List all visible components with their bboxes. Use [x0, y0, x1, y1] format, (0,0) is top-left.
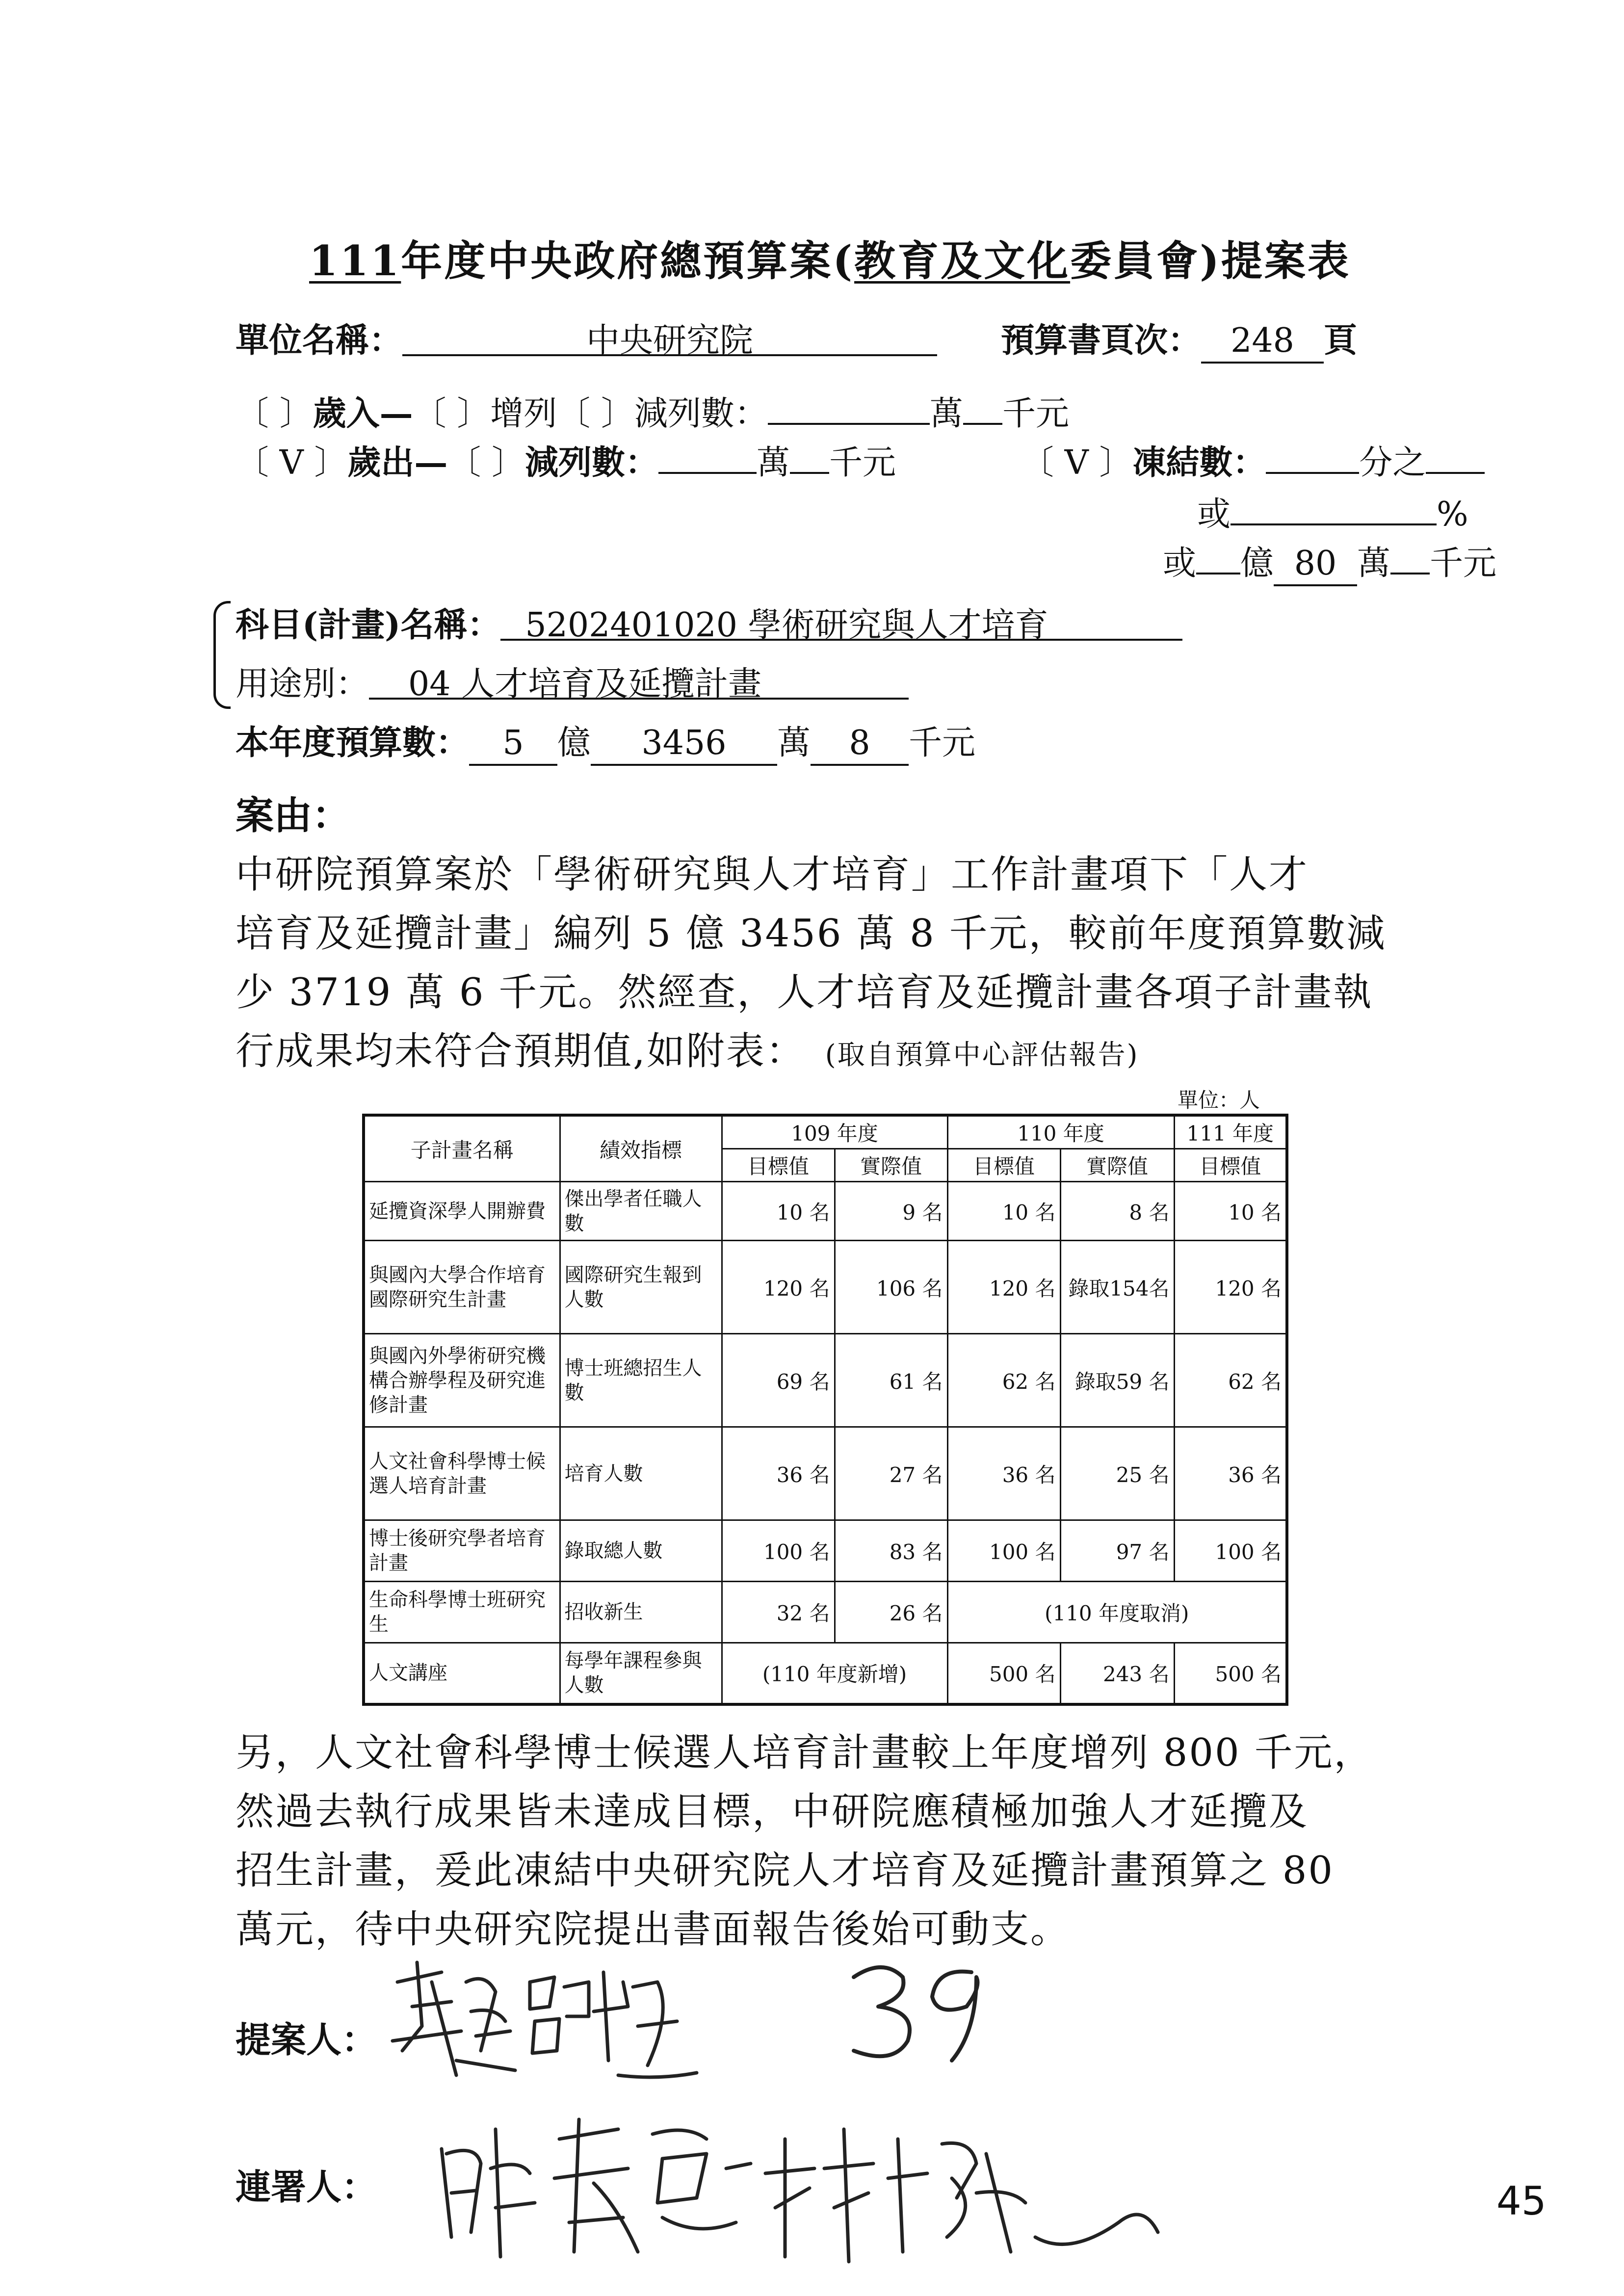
row-name: 與國內大學合作培育國際研究生計畫 [364, 1241, 560, 1334]
or-wan-unit: 萬 [1357, 544, 1391, 583]
th-actual-110: 實際值 [1060, 1149, 1174, 1182]
cell-t111: 500 名 [1174, 1643, 1287, 1704]
cell-t109: 36 名 [722, 1427, 835, 1520]
or-label-2: 或 [1163, 544, 1197, 583]
signature-number [844, 1957, 1001, 2070]
income-b1: 〔 〕 [413, 394, 491, 433]
cell-a110: 97 名 [1060, 1520, 1174, 1582]
usage-label: 用途別： [236, 665, 369, 704]
cell-a109: 61 名 [835, 1334, 947, 1427]
th-y109: 109 年度 [722, 1115, 947, 1149]
expense-t2: 萬 [757, 444, 790, 482]
cell-t109: 120 名 [722, 1241, 835, 1334]
freeze-fraction-label: 分之 [1359, 444, 1426, 482]
table-row [364, 1334, 1287, 1427]
expense-b1: 〔 〕 [447, 444, 525, 482]
budget-wan: 3456 [591, 724, 777, 766]
budget-yi: 5 [469, 724, 557, 766]
table-row [364, 1427, 1287, 1520]
freeze-bracket: 〔 V 〕 [1021, 444, 1133, 482]
cell-a109: 83 名 [835, 1520, 947, 1582]
usage-value: 04 人才培育及延攬計畫 [369, 657, 909, 700]
freeze-label: 凍結數： [1132, 443, 1266, 482]
budget-label: 本年度預算數： [236, 723, 470, 762]
unit-row [236, 314, 937, 362]
page-label: 預算書頁次： [1001, 321, 1202, 360]
cell-cancelled: (110 年度取消) [947, 1582, 1287, 1643]
performance-table [362, 1114, 1288, 1706]
reason-line-2: 培育及延攬計畫」編列 5 億 3456 萬 8 千元，較前年度預算數減 [236, 912, 1387, 956]
reason-line-1: 中研院預算案於「學術研究與人才培育」工作計畫項下「人才 [236, 853, 1309, 897]
expense-t3: 千元 [829, 444, 896, 482]
conclusion-line-3: 招生計畫，爰此凍結中央研究院人才培育及延攬計畫預算之 80 [236, 1849, 1335, 1893]
th-y111: 111 年度 [1174, 1115, 1287, 1149]
budget-qian: 8 [811, 724, 909, 766]
row-name: 人文講座 [364, 1643, 560, 1704]
subject-value: 5202401020 學術研究與人才培育 [500, 599, 1182, 641]
th-name: 子計畫名稱 [364, 1115, 560, 1182]
cell-added: (110 年度新增) [722, 1643, 947, 1704]
cell-a110: 243 名 [1060, 1643, 1174, 1704]
income-t4: 千元 [1002, 394, 1069, 433]
page-number: 45 [1496, 2178, 1546, 2224]
income-b2: 〔 〕 [557, 394, 634, 433]
cell-a110: 25 名 [1060, 1427, 1174, 1520]
title-text-b: 委員會)提案表 [1070, 236, 1351, 285]
page-suffix: 頁 [1324, 321, 1358, 360]
cell-t110: 500 名 [947, 1643, 1060, 1704]
expense-t1: 減列數： [524, 443, 658, 482]
cell-t110: 10 名 [947, 1182, 1060, 1241]
th-target-110: 目標值 [947, 1149, 1060, 1182]
cell-a109: 106 名 [835, 1241, 947, 1334]
reason-line-4 [236, 1020, 1139, 1075]
cell-a110: 錄取154名 [1060, 1241, 1174, 1334]
cosigner-label: 連署人： [236, 2166, 377, 2208]
income-line [236, 383, 1069, 435]
cell-a109: 26 名 [835, 1582, 947, 1643]
reason-heading: 案由： [236, 793, 351, 838]
income-label: 歲入— [313, 394, 413, 433]
table-row [364, 1643, 1287, 1704]
row-indicator: 招收新生 [560, 1582, 722, 1643]
row-indicator: 傑出學者任職人數 [560, 1182, 722, 1241]
cell-t109: 69 名 [722, 1334, 835, 1427]
row-name: 人文社會科學博士候選人培育計畫 [364, 1427, 560, 1520]
row-indicator: 培育人數 [560, 1427, 722, 1520]
conclusion-line-4: 萬元，待中央研究院提出書面報告後始可動支。 [236, 1907, 1071, 1952]
or-qian-unit: 千元 [1430, 544, 1497, 583]
subject-label: 科目(計畫)名稱： [236, 605, 501, 645]
document-title [309, 228, 1351, 287]
th-target-111: 目標值 [1174, 1149, 1287, 1182]
cell-t109: 10 名 [722, 1182, 835, 1241]
or-amount-line [1163, 532, 1496, 586]
expense-line [236, 432, 896, 484]
income-t2: 減列數： [634, 394, 768, 433]
budget-yi-unit: 億 [557, 724, 591, 762]
percent-sign: % [1437, 495, 1468, 534]
cell-t109: 100 名 [722, 1520, 835, 1582]
budget-qian-unit: 千元 [909, 724, 976, 762]
reason-line-4-text: 行成果均未符合預期值,如附表： [236, 1029, 806, 1073]
row-indicator: 國際研究生報到人數 [560, 1241, 722, 1334]
unit-value: 中央研究院 [402, 314, 937, 356]
th-y110: 110 年度 [947, 1115, 1174, 1149]
conclusion-line-1: 另，人文社會科學博士候選人培育計畫較上年度增列 800 千元， [236, 1731, 1374, 1775]
row-name: 延攬資深學人開辦費 [364, 1182, 560, 1241]
title-year: 111 [309, 236, 401, 285]
income-bracket: 〔 〕 [236, 394, 313, 433]
proposer-label: 提案人： [236, 2019, 377, 2061]
income-t1: 增列 [490, 394, 557, 433]
cell-t109: 32 名 [722, 1582, 835, 1643]
page-ref-row [1001, 314, 1357, 364]
subject-bracket [213, 601, 231, 709]
cell-a109: 27 名 [835, 1427, 947, 1520]
title-committee: 教育及文化 [854, 236, 1071, 285]
th-indicator: 績效指標 [560, 1115, 722, 1182]
unit-label: 單位名稱： [236, 321, 403, 360]
row-name: 生命科學博士班研究生 [364, 1582, 560, 1643]
budget-row [236, 716, 975, 766]
reason-line-3: 少 3719 萬 6 千元。然經查，人才培育及延攬計畫各項子計畫執 [236, 970, 1373, 1015]
or-percent-line [1197, 483, 1468, 535]
source-note: (取自預算中心評估報告) [825, 1039, 1139, 1071]
cell-a110: 錄取59 名 [1060, 1334, 1174, 1427]
page-value: 248 [1201, 321, 1324, 364]
cell-a110: 8 名 [1060, 1182, 1174, 1241]
row-name: 與國內外學術研究機構合辦學程及研究進修計畫 [364, 1334, 560, 1427]
freeze-line [1021, 432, 1485, 484]
cosigner-signatures [432, 2110, 1168, 2271]
table-row [364, 1182, 1287, 1241]
cell-t111: 62 名 [1174, 1334, 1287, 1427]
table-unit-label: 單位：人 [1178, 1088, 1260, 1112]
or-yi-unit: 億 [1240, 544, 1274, 583]
table-row [364, 1241, 1287, 1334]
cell-t110: 62 名 [947, 1334, 1060, 1427]
or-label-1: 或 [1197, 495, 1231, 534]
row-indicator: 每學年課程參與人數 [560, 1643, 722, 1704]
row-name: 博士後研究學者培育計畫 [364, 1520, 560, 1582]
cell-t111: 100 名 [1174, 1520, 1287, 1582]
cell-t110: 36 名 [947, 1427, 1060, 1520]
cell-t111: 36 名 [1174, 1427, 1287, 1520]
or-wan-value: 80 [1274, 544, 1357, 586]
row-indicator: 博士班總招生人數 [560, 1334, 722, 1427]
conclusion-line-2: 然過去執行成果皆未達成目標，中研院應積極加強人才延攬及 [236, 1790, 1309, 1834]
cell-t111: 10 名 [1174, 1182, 1287, 1241]
row-indicator: 錄取總人數 [560, 1520, 722, 1582]
usage-row [236, 657, 909, 705]
expense-label: 歲出— [347, 443, 448, 482]
expense-bracket: 〔 V 〕 [236, 444, 348, 482]
table-row [364, 1520, 1287, 1582]
th-target-109: 目標值 [722, 1149, 835, 1182]
proposer-signature [383, 1953, 726, 2090]
subject-row [236, 599, 1182, 646]
budget-wan-unit: 萬 [777, 724, 811, 762]
cell-t110: 100 名 [947, 1520, 1060, 1582]
cell-t111: 120 名 [1174, 1241, 1287, 1334]
th-actual-109: 實際值 [835, 1149, 947, 1182]
title-text-a: 年度中央政府總預算案( [401, 236, 855, 285]
table-row [364, 1582, 1287, 1643]
income-t3: 萬 [929, 394, 963, 433]
cell-t110: 120 名 [947, 1241, 1060, 1334]
cell-a109: 9 名 [835, 1182, 947, 1241]
